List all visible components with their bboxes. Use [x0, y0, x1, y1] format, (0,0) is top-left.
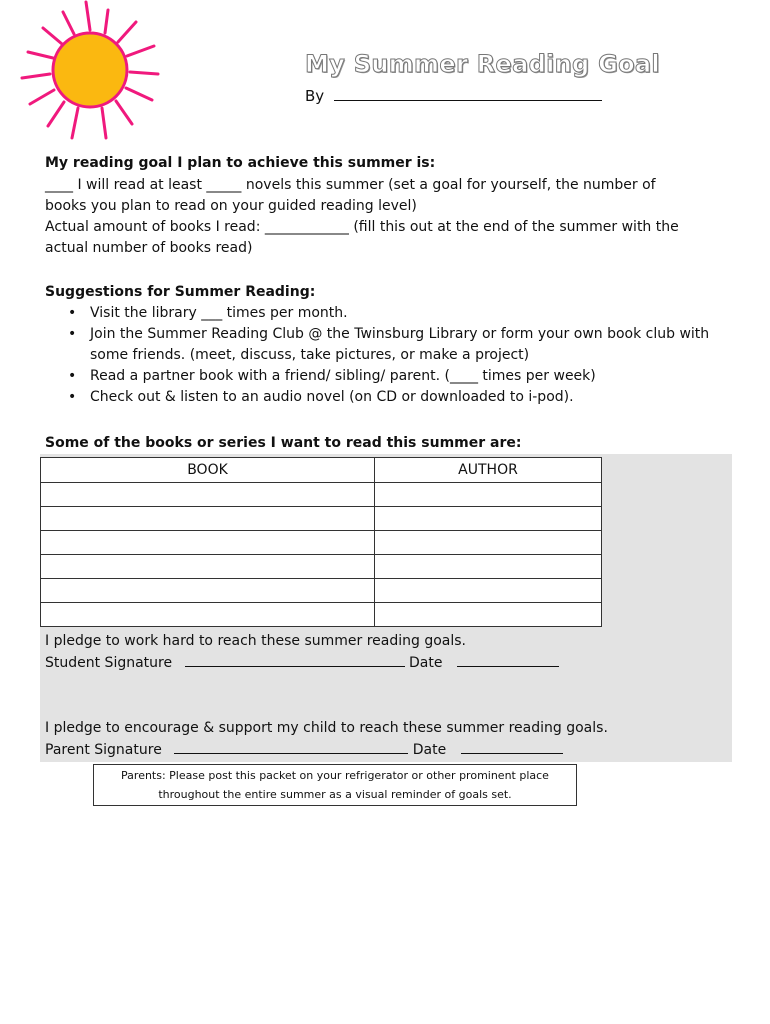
student-date-field[interactable] — [457, 652, 559, 667]
table-row — [41, 483, 602, 507]
goal-line-2: books you plan to read on your guided reading level) — [45, 198, 417, 214]
list-item-continuation: some friends. (meet, discuss, take pictures, or make a project) — [90, 347, 530, 363]
table-row — [41, 579, 602, 603]
book-cell[interactable] — [41, 555, 375, 579]
list-item: • Read a partner book with a friend/ sibling/ parent. (____ times per week) — [68, 366, 709, 387]
table-row — [41, 531, 602, 555]
author-cell[interactable] — [375, 555, 602, 579]
parent-date-field[interactable] — [461, 739, 563, 754]
parent-signature-row — [45, 739, 563, 761]
goal-heading: My reading goal I plan to achieve this summer is: — [45, 155, 436, 171]
books-table — [40, 457, 602, 627]
student-date-label: Date — [409, 655, 443, 671]
sun-icon — [8, 0, 178, 150]
suggestions-heading: Suggestions for Summer Reading: — [45, 284, 316, 300]
author-cell[interactable] — [375, 579, 602, 603]
student-pledge: I pledge to work hard to reach these summer reading goals. — [45, 633, 466, 649]
student-signature-row — [45, 652, 559, 674]
student-signature-field[interactable] — [185, 652, 405, 667]
parent-date-label: Date — [412, 742, 447, 758]
suggestions-list — [68, 303, 709, 408]
goal-line-1: ____ I will read at least _____ novels this summer (set a goal for yourself, the number of — [45, 177, 656, 193]
author-column-header: AUTHOR — [375, 458, 602, 483]
table-row — [41, 507, 602, 531]
book-cell[interactable] — [41, 579, 375, 603]
book-cell[interactable] — [41, 507, 375, 531]
author-cell[interactable] — [375, 531, 602, 555]
books-heading: Some of the books or series I want to read this summer are: — [45, 435, 522, 451]
parent-pledge: I pledge to encourage & support my child to reach these summer reading goals. — [45, 720, 608, 736]
book-cell[interactable] — [41, 531, 375, 555]
note-line-1: Parents: Please post this packet on your refrigerator or other prominent place — [121, 769, 549, 782]
author-cell[interactable] — [375, 507, 602, 531]
book-column-header: BOOK — [41, 458, 375, 483]
table-row — [41, 555, 602, 579]
table-row — [41, 603, 602, 627]
list-item: • Check out & listen to an audio novel (on CD or downloaded to i-pod). — [68, 387, 709, 408]
author-cell[interactable] — [375, 483, 602, 507]
parent-signature-field[interactable] — [174, 739, 408, 754]
author-cell[interactable] — [375, 603, 602, 627]
page-title: My Summer Reading Goal — [305, 50, 660, 78]
list-item: • Join the Summer Reading Club @ the Twinsburg Library or form your own book club with — [68, 324, 709, 345]
student-signature-label: Student Signature — [45, 655, 173, 671]
goal-line-4: actual number of books read) — [45, 240, 253, 256]
by-label: By — [305, 87, 325, 105]
book-cell[interactable] — [41, 603, 375, 627]
list-item: • Visit the library ___ times per month. — [68, 303, 709, 324]
goal-line-3: Actual amount of books I read: ____________ (fill this out at the end of the summer with the — [45, 219, 679, 235]
book-cell[interactable] — [41, 483, 375, 507]
parents-note — [93, 764, 577, 806]
author-byline — [305, 86, 602, 105]
note-line-2: throughout the entire summer as a visual reminder of goals set. — [158, 788, 512, 801]
parent-signature-label: Parent Signature — [45, 742, 162, 758]
author-name-field[interactable] — [334, 86, 602, 101]
